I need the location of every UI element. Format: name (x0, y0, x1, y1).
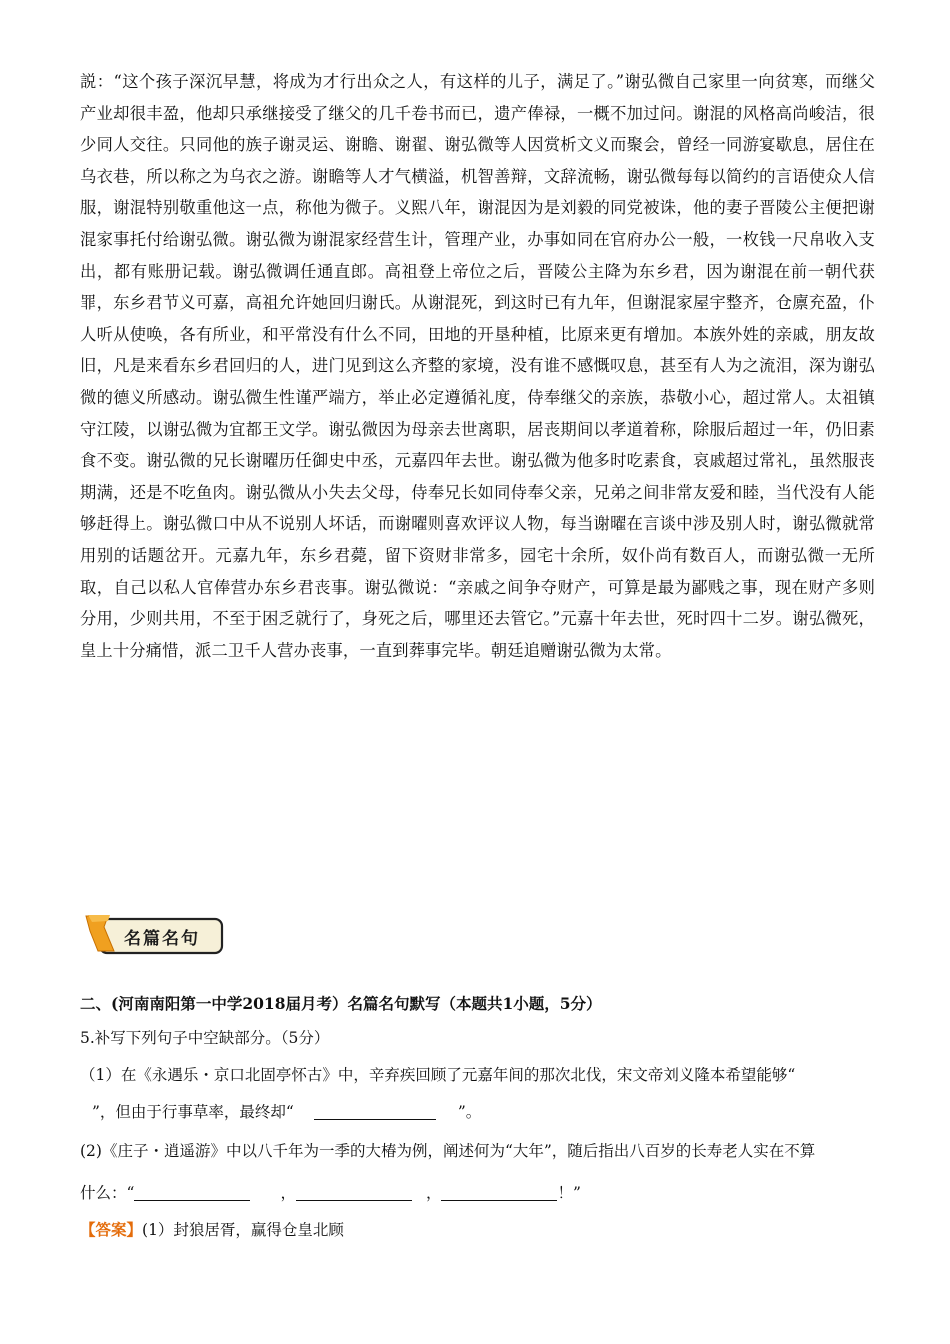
question-item-1-line-1: （1）在《永遇乐・京口北固亭怀古》中，辛弃疾回顾了元嘉年间的那次北伐，宋文帝刘义隆本希望能够“ (80, 1066, 796, 1084)
answer-blank[interactable] (296, 1184, 412, 1201)
question-item-2-line-1: (2)《庄子・逍遥游》中以八千年为一季的大椿为例，阐述何为“大年”，随后指出八百岁的长寿老人实在不算 (80, 1142, 816, 1160)
item1-text-b: ”。 (457, 1103, 482, 1121)
item2-text-end: ！” (557, 1184, 581, 1202)
item2-comma-2: ， (425, 1184, 442, 1202)
answer-blank[interactable] (441, 1184, 557, 1201)
answer-blank[interactable] (134, 1184, 250, 1201)
item2-comma-1: ， (280, 1184, 296, 1202)
item1-text-a: ”，但由于行事草率，最终却“ (92, 1103, 294, 1121)
question-item-2-line-2 (80, 1181, 880, 1205)
answer-line (80, 1218, 880, 1242)
passage-text: 説：“这个孩子深沉早慧，将成为才行出众之人，有这样的儿子，满足了。”谢弘微自己家里一向贫寒，而继父产业却很丰盈，他却只承继接受了继父的几千卷书而已，遗产俸禄，一概不加过问。谢混的风格高尚峻洁，很少同人交往。只同他的族子谢灵运、谢瞻、谢翟、谢弘微等人因赏析文义而聚会，曾经一同游宴歇息，居住在乌衣巷，所以称之为乌衣之游。谢瞻等人才气横溢，机智善辩，文辞流畅，谢弘微每每以简约的言语使众人信服，谢混特别敬重他这一点，称他为微子。义熙八年，谢混因为是刘毅的同党被诛，他的妻子晋陵公主便把谢混家事托付给谢弘微。谢弘微为谢混家经营生计，管理产业，办事如同在官府办公一般，一枚钱一尺帛收入支出，都有账册记载。谢弘微调任通直郎。高祖登上帝位之后，晋陵公主降为东乡君，因为谢混在前一朝代获罪，东乡君节义可嘉，高祖允许她回归谢氏。从谢混死，到这时已有九年，但谢混家屋宇整齐，仓廪充盈，仆人听从使唤，各有所业，和平常没有什么不同，田地的开垦种植，比原来更有增加。本族外姓的亲戚，朋友故旧，凡是来看东乡君回归的人，进门见到这么齐整的家境，没有谁不感慨叹息，甚至有人为之流泪，深为谢弘微的德义所感动。谢弘微生性谨严端方，举止必定遵循礼度，侍奉继父的亲族，恭敬小心，超过常人。太祖镇守江陵，以谢弘微为宜都王文学。谢弘微因为母亲去世离职，居丧期间以孝道着称，除服后超过一年，仍旧素食不变。谢弘微的兄长谢曜历任御史中丞，元嘉四年去世。谢弘微为他多时吃素食，哀戚超过常礼，虽然服丧期满，还是不吃鱼肉。谢弘微从小失去父母，侍奉兄长如同侍奉父亲，兄弟之间非常友爱和睦，当代没有人能够赶得上。谢弘微口中从不说别人坏话，而谢曜则喜欢评议人物，每当谢曜在言谈中涉及别人时，谢弘微就常用别的话题岔开。元嘉九年，东乡君薨，留下资财非常多，园宅十余所，奴仆尚有数百人，而谢弘微一无所取，自己以私人官俸营办东乡君丧事。谢弘微说：“亲戚之间争夺财产，可算是最为鄙贱之事，现在财产多则分用，少则共用，不至于困乏就行了，身死之后，哪里还去管它。”元嘉十年去世，死时四十二岁。谢弘微死，皇上十分痛惜，派二卫千人营办丧事，一直到葬事完毕。朝廷追赠谢弘微为太常。 (80, 72, 875, 660)
answer-text: (1）封狼居胥，赢得仓皇北顾 (142, 1221, 344, 1239)
passage-translation (80, 66, 875, 666)
question-item-1-line-2 (80, 1100, 880, 1124)
item2-text-a: 什么：“ (80, 1184, 135, 1202)
answer-blank[interactable] (314, 1103, 436, 1120)
answer-tag: 【答案】 (80, 1220, 143, 1239)
answer-blank[interactable] (80, 1104, 92, 1120)
question-stem: 5.补写下列句子中空缺部分。（5分） (80, 1029, 330, 1047)
badge-label: 名篇名句 (124, 929, 200, 949)
section-badge (84, 913, 224, 957)
question-section-title: 二、(河南南阳第一中学2018届月考）名篇名句默写（本题共1小题，5分） (80, 994, 602, 1013)
